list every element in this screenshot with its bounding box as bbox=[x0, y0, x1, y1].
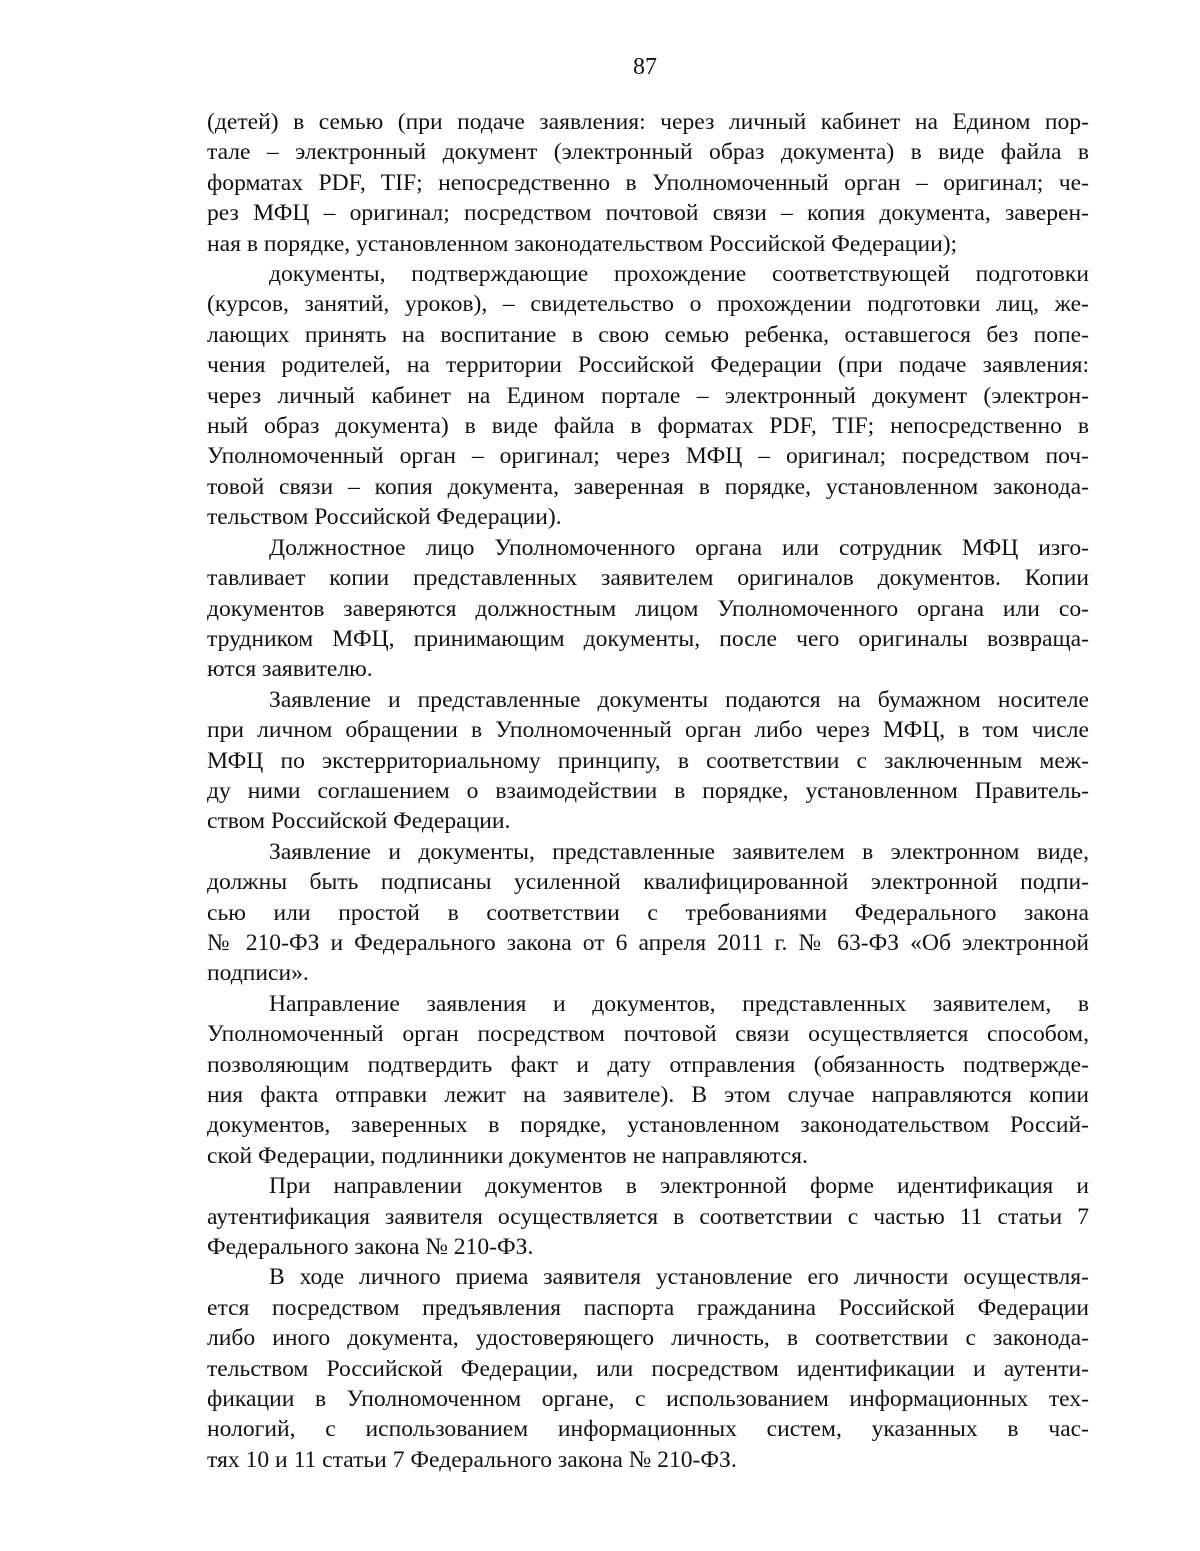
paragraph bbox=[207, 989, 1089, 1171]
text-line: ской Федерации, подлинники документов не направляются. bbox=[207, 1142, 808, 1169]
text-line: лающих принять на воспитание в свою семью ребенка, оставшегося без попе- bbox=[207, 321, 1089, 348]
text-line: (детей) в семью (при подаче заявления: через личный кабинет на Едином пор- bbox=[207, 109, 1089, 135]
paragraph bbox=[207, 1171, 1089, 1262]
text-line: товой связи – копия документа, заверенная в порядке, установленном законода- bbox=[207, 473, 1089, 500]
paragraph bbox=[207, 685, 1089, 837]
text-line: при личном обращении в Уполномоченный орган либо через МФЦ, в том числе bbox=[207, 717, 1089, 744]
text-line: через личный кабинет на Едином портале – электронный документ (электрон- bbox=[207, 382, 1089, 409]
text-line: либо иного документа, удостоверяющего личность, в соответствии с законода- bbox=[207, 1325, 1089, 1352]
paragraph bbox=[207, 259, 1089, 533]
text-line: ная в порядке, установленном законодательством Российской Федерации); bbox=[207, 230, 958, 257]
text-line: тях 10 и 11 статьи 7 Федерального закона № 210-ФЗ. bbox=[207, 1446, 737, 1473]
text-line: Заявление и документы, представленные заявителем в электронном виде, bbox=[269, 838, 1089, 865]
paragraph bbox=[207, 837, 1089, 989]
text-line: тельством Российской Федерации). bbox=[207, 504, 562, 531]
document-body bbox=[207, 107, 1089, 1475]
text-line: аутентификация заявителя осуществляется в соответствии с частью 11 статьи 7 bbox=[207, 1203, 1089, 1230]
text-line: сью или простой в соответствии с требованиями Федерального закона bbox=[207, 899, 1089, 926]
text-line: документов заверяются должностным лицом Уполномоченного органа или со- bbox=[207, 595, 1089, 622]
text-line: ный образ документа) в виде файла в форматах PDF, TIF; непосредственно в bbox=[207, 413, 1089, 440]
text-line: документы, подтверждающие прохождение соответствующей подготовки bbox=[269, 261, 1089, 288]
page-number: 87 bbox=[633, 54, 657, 80]
text-line: позволяющим подтвердить факт и дату отправления (обязанность подтвержде- bbox=[207, 1051, 1089, 1078]
text-line: нологий, с использованием информационных систем, указанных в час- bbox=[207, 1416, 1089, 1443]
text-line: трудником МФЦ, принимающим документы, после чего оригиналы возвраща- bbox=[207, 625, 1089, 652]
text-line: МФЦ по экстерриториальному принципу, в соответствии с заключенным меж- bbox=[207, 747, 1089, 774]
text-line: подписи». bbox=[207, 960, 309, 987]
text-line: ются заявителю. bbox=[207, 656, 373, 683]
paragraph bbox=[207, 533, 1089, 685]
text-line: Заявление и представленные документы подаются на бумажном носителе bbox=[269, 686, 1089, 713]
text-line: Уполномоченный орган – оригинал; через МФЦ – оригинал; посредством поч- bbox=[207, 443, 1089, 470]
text-line: Уполномоченный орган посредством почтовой связи осуществляется способом, bbox=[207, 1021, 1089, 1048]
text-line: В ходе личного приема заявителя установление его личности осуществля- bbox=[269, 1264, 1089, 1291]
text-line: тельством Российской Федерации, или посредством идентификации и аутенти- bbox=[207, 1355, 1089, 1382]
text-line: ется посредством предъявления паспорта гражданина Российской Федерации bbox=[207, 1294, 1089, 1321]
text-line: форматах PDF, TIF; непосредственно в Уполномоченный орган – оригинал; че- bbox=[207, 169, 1089, 196]
text-line: При направлении документов в электронной форме идентификация и bbox=[269, 1173, 1089, 1200]
paragraph bbox=[207, 107, 1089, 259]
text-line: тале – электронный документ (электронный образ документа) в виде файла в bbox=[207, 139, 1089, 166]
text-line: тавливает копии представленных заявителем оригиналов документов. Копии bbox=[207, 565, 1089, 592]
text-line: документов, заверенных в порядке, установленном законодательством Россий- bbox=[207, 1112, 1089, 1139]
text-line: фикации в Уполномоченном органе, с использованием информационных тех- bbox=[207, 1386, 1089, 1413]
text-line: ством Российской Федерации. bbox=[207, 808, 511, 835]
text-line: ния факта отправки лежит на заявителе). В этом случае направляются копии bbox=[207, 1082, 1089, 1108]
text-line: чения родителей, на территории Российской Федерации (при подаче заявления: bbox=[207, 352, 1089, 379]
text-line: Направление заявления и документов, представленных заявителем, в bbox=[269, 990, 1089, 1017]
text-line: (курсов, занятий, уроков), – свидетельство о прохождении подготовки лиц, же- bbox=[207, 291, 1089, 318]
text-line: Федерального закона № 210-ФЗ. bbox=[207, 1234, 534, 1261]
paragraph bbox=[207, 1262, 1089, 1475]
text-line: Должностное лицо Уполномоченного органа или сотрудник МФЦ изго- bbox=[269, 534, 1089, 561]
text-line: должны быть подписаны усиленной квалифицированной электронной подпи- bbox=[207, 869, 1089, 896]
text-line: рез МФЦ – оригинал; посредством почтовой связи – копия документа, заверен- bbox=[207, 200, 1089, 227]
text-line: № 210-ФЗ и Федерального закона от 6 апреля 2011 г. № 63-ФЗ «Об электронной bbox=[207, 929, 1089, 956]
text-line: ду ними соглашением о взаимодействии в порядке, установленном Правитель- bbox=[207, 777, 1089, 804]
